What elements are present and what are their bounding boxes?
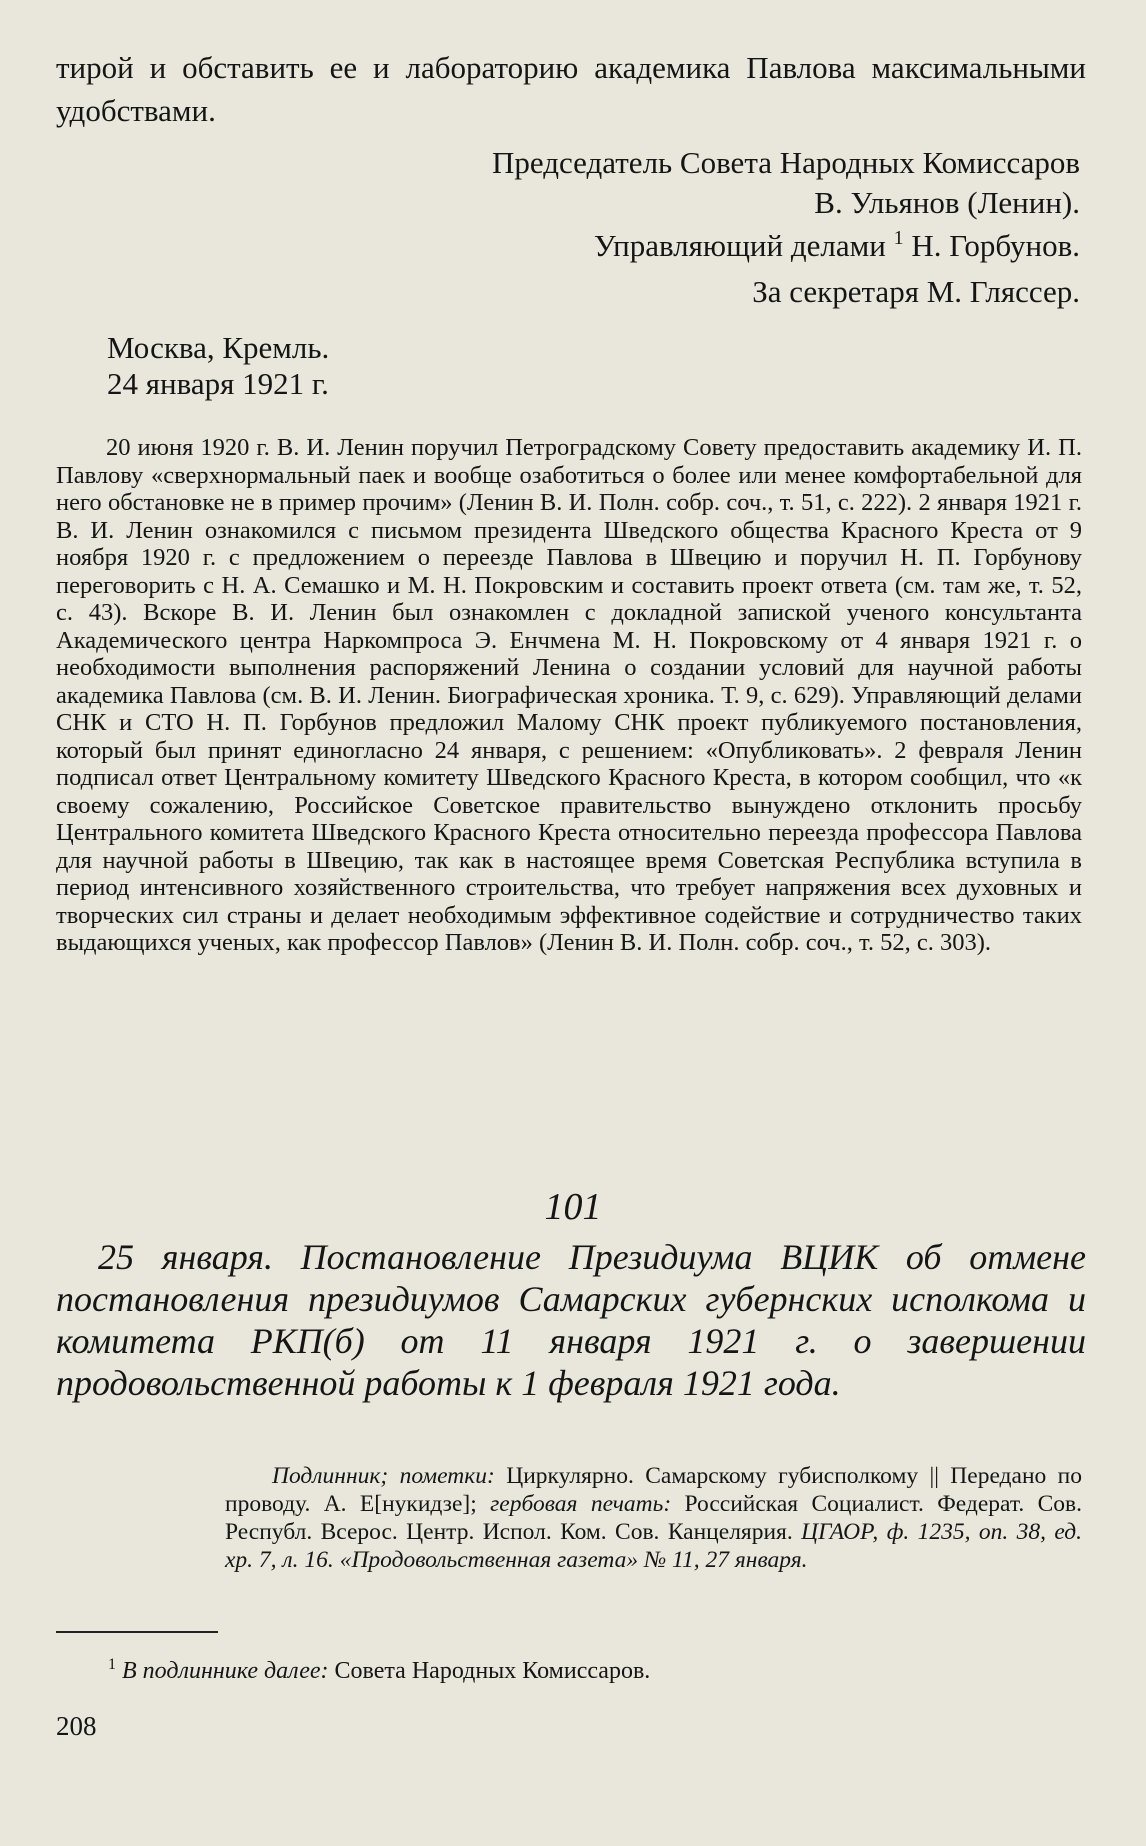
manager-name: Н. Горбунов. <box>911 228 1080 263</box>
archive-marks-text: Циркулярно. Самарскому губисполкому || Передано по проводу. А. Е[нукидзе]; <box>225 1463 1082 1517</box>
chairman-title: Председатель Совета Народных Комиссаров <box>492 145 1080 180</box>
footnote-text: Совета Народных Комиссаров. <box>334 1658 651 1684</box>
archive-label-seal: гербовая печать: <box>490 1491 672 1517</box>
page-number: 208 <box>56 1711 97 1741</box>
footnote-divider <box>56 1631 218 1633</box>
archive-note <box>225 1462 1082 1574</box>
secretary-signature: За секретаря М. Гляссер. <box>752 274 1080 309</box>
archive-seal-text: Российская Социалист. Федерат. Сов. Республ. Всерос. Центр. Испол. Ком. Сов. Канцелярия. <box>225 1491 1082 1545</box>
chairman-name: В. Ульянов (Ленин). <box>814 185 1080 220</box>
archive-label-original: Подлинник; пометки: <box>272 1463 495 1489</box>
footnote-reference[interactable]: 1 <box>893 227 904 249</box>
manager-signature <box>594 226 1080 266</box>
date: 24 января 1921 г. <box>107 366 329 401</box>
newspaper-reference: «Продовольственная газета» № 11, 27 января. <box>339 1547 808 1573</box>
document-title: 25 января. Постановление Президиума ВЦИК об отмене постановления президиумов Самарских губернских исполкома и комитета РКП(б) от 11 января 1921 г. о завершении продовольственной работы к 1 февраля 1921 года. <box>56 1237 1086 1403</box>
archive-reference: ЦГАОР, ф. 1235, оп. 38, ед. хр. 7, л. 16. <box>225 1519 1083 1573</box>
manager-title: Управляющий делами <box>593 228 886 263</box>
commentary-text: 20 июня 1920 г. В. И. Ленин поручил Петроградскому Совету предоставить академику И. П. Павлову «сверхнормальный паек и вообще озаботиться о более или менее комфортабельной для него обстановке не в пример прочим» (Ленин В. И. Полн. собр. соч., т. 51, с. 222). 2 января 1921 г. В. И. Ленин ознакомился с письмом президента Шведского общества Красного Креста от 9 ноября 1920 г. с предложением о переезде Павлова в Швецию и поручил Н. П. Горбунову переговорить с Н. А. Семашко и М. Н. Покровским и составить проект ответа (см. там же, т. 52, с. 43). Вскоре В. И. Ленин был ознакомлен с докладной запиской ученого консультанта Академического центра Наркомпроса Э. Енчмена М. Н. Покровскому от 4 января 1921 г. о необходимости выполнения распоряжений Ленина о создании условий для научной работы академика Павлова (см. В. И. Ленин. Биографическая хроника. Т. 9, с. 629). Управляющий делами СНК и СТО Н. П. Горбунов предложил Малому СНК проект публикуемого постановления, который был принят единогласно 24 января, с решением: «Опубликовать». 2 февраля Ленин подписал ответ Центральному комитету Шведского Красного Креста, в котором сообщил, что «к своему сожалению, Российское Советское правительство вынуждено отклонить просьбу Центрального комитета Шведского Красного Креста относительно переезда профессора Павлова для научной работы в Швецию, так как в настоящее время Советская Республика вступила в период интенсивного хозяйственного строительства, что требует напряжения всех духовных и творческих сил страны и делает необходимым эффективное содействие и сотрудничество таких выдающихся ученых, как профессор Павлов» (Ленин В. И. Полн. собр. соч., т. 52, с. 303). <box>56 434 1082 956</box>
footnote <box>108 1656 650 1686</box>
footnote-mark: 1 <box>108 1656 116 1673</box>
editorial-commentary <box>56 434 1082 957</box>
footnote-label: В подлиннике далее: <box>122 1658 329 1684</box>
continued-paragraph: тирой и обставить ее и лабораторию академика Павлова максимальными удобствами. <box>56 50 1086 128</box>
place: Москва, Кремль. <box>107 330 330 365</box>
document-number: 101 <box>544 1186 602 1228</box>
